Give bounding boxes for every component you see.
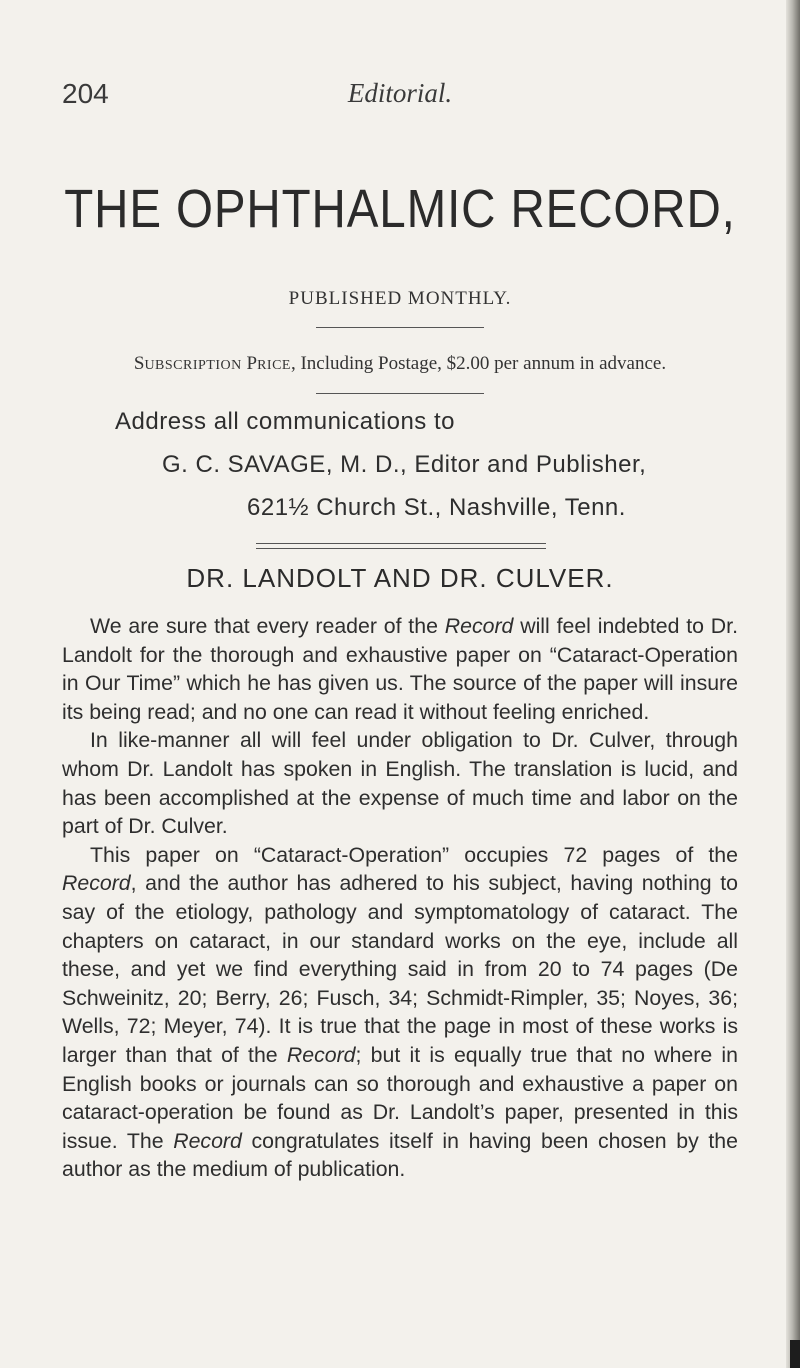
address-editor: G. C. SAVAGE, M. D., Editor and Publisher, [162,451,647,478]
divider-rule [316,327,484,328]
address-street: 621½ Church St., Nashville, Tenn. [247,494,626,521]
journal-name-italic: Record [173,1128,242,1153]
subscription-initial: S [133,353,145,374]
paragraph-text: ; but it is equally true that no where in English books or journals can so thorough and exhaustive a paper on cataract-operation be found as Dr. Landolt’s paper, presented in this issue. The [62,1042,738,1153]
divider-rule [316,393,484,394]
price-initial: P [246,353,258,374]
article-body [62,612,738,1184]
subscription-line [0,353,800,375]
subscription-word: UBSCRIPTION [144,358,242,373]
paragraph-text: This paper on “Cataract-Operation” occupies 72 pages of the [90,842,738,867]
journal-title: THE OPHTHALMIC RECORD, [64,179,736,239]
paragraph-text: , and the author has adhered to his subject, having nothing to say of the etiology, pathology and symptomatology of cataract. The chapters on cataract, in our standard works on the eye, include all these, and yet we find everything said in from 20 to 74 pages (De Schweinitz, 20; Berry, 26; Fusch, 34; Schmidt-Rimpler, 35; Noyes, 36; Wells, 72; Meyer, 74). It is true that the page in most of these works is larger than that of the [62,871,738,1067]
page-edge-shadow [786,0,800,1368]
journal-name-italic: Record [62,871,131,896]
article-paragraph [62,612,738,726]
paragraph-text: In like-manner all will feel under obligation to Dr. Culver, through whom Dr. Landolt has spoken in English. The translation is lucid, and has been accomplished at the expense of much time and labor on the part of Dr. Culver. [62,728,738,839]
double-rule-top [256,543,546,544]
article-heading: DR. LANDOLT AND DR. CULVER. [186,563,614,593]
page-edge-mark [790,1340,800,1368]
article-paragraph [62,726,738,840]
subscription-details: , Including Postage, $2.00 per annum in advance. [290,353,667,374]
article-paragraph [62,841,738,1184]
journal-name-italic: Record [444,614,514,638]
price-word: RICE [257,358,291,373]
running-head: Editorial. [347,78,453,108]
address-intro: Address all communications to [115,408,455,435]
page-number: 204 [62,78,109,109]
paragraph-text: We are sure that every reader of the [90,614,445,638]
double-rule-bottom [256,548,546,549]
journal-name-italic: Record [286,1042,356,1067]
paragraph-text: congratulates itself in having been chosen by the author as the medium of publication. [62,1128,738,1182]
publication-frequency: PUBLISHED MONTHLY. [288,288,512,309]
paragraph-text: will feel indebted to Dr. Landolt for the thorough and exhaustive paper on “Cataract-Operation in Our Time” which he has given us. The source of the paper will insure its being read; and no one can read it without feeling enriched. [62,614,739,724]
